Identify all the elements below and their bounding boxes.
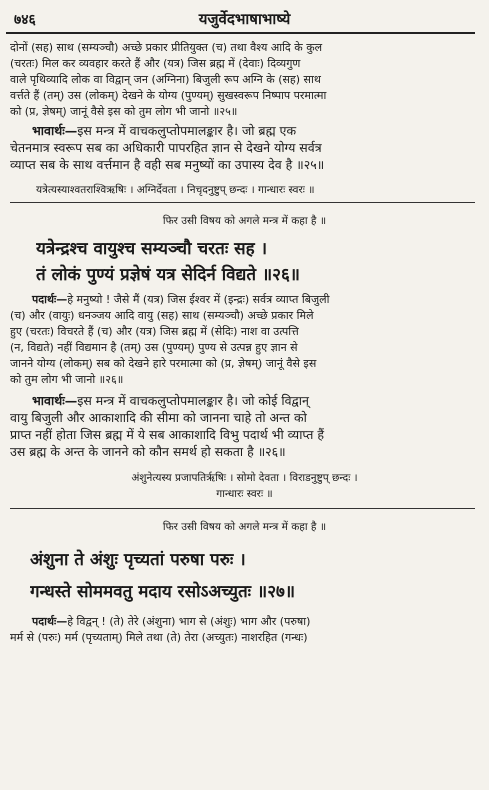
- text-line: (चरतः) मिल कर व्यवहार करते हैं और (यत्र) जिस ब्रह्म में (देवाः) दिव्यगुण: [10, 57, 301, 70]
- commentary-continued: [10, 40, 479, 120]
- mantra-verse-27: [30, 544, 479, 608]
- text-line: को (प्र, ज्ञेषम्) जानूं वैसे इस को तुम लोग भी जानो ॥२५॥: [10, 105, 238, 118]
- bhavartha-line: चेतनमात्र स्वरूप सब का अधिकारी पापरहित ज्ञान से देखने योग्य सर्वत्र: [10, 140, 322, 155]
- verse-line: तं लोकं पुण्यं प्रज्ञेषं यत्र सेदिर्न विद्यते ॥२६॥: [36, 265, 300, 285]
- bhavartha-line: भावार्थः—इस मन्त्र में वाचकलुप्तोपमालङ्कार है। जो कोई विद्वान्: [32, 393, 309, 408]
- padartha-line: पदार्थः—हे विद्वन् ! (ते) तेरे (अंशुना) भाग से (अंशुः) भाग और (परुषा): [32, 615, 311, 628]
- text-line: वाले पृथिव्यादि लोक वा विद्वान् जन (अग्निना) बिजुली रूप अग्नि के (सह) साथ: [10, 73, 321, 86]
- bhavartha-26: [10, 392, 479, 460]
- padartha-line: को तुम लोग भी जानो ॥२६॥: [10, 373, 124, 386]
- section-intro: फिर उसी विषय को अगले मन्त्र में कहा है ॥: [162, 521, 327, 533]
- bhavartha-line: वायु बिजुली और आकाशादि की सीमा को जानना चाहे तो अन्त को: [10, 410, 307, 425]
- page-header: [0, 4, 489, 34]
- text-line: वर्त्तते हैं (तम्) उस (लोकम्) देखने के योग्य (पुण्यम्) सुखस्वरूप निष्पाप परमात्मा: [10, 89, 327, 102]
- bhavartha-line: प्राप्त नहीं होता जिस ब्रह्म में ये सब आकाशादि विभु पदार्थ भी व्याप्त हैं: [10, 427, 325, 442]
- mantra-verse-26: [36, 236, 479, 288]
- mantra-meta-26: यत्रेत्यस्याश्वतराश्विऋषिः । अग्निर्देवता । निचृदनुष्टुप् छन्दः । गान्धारः स्वरः ॥: [36, 184, 315, 196]
- bhavartha-line: उस ब्रह्म के अन्त के जानने को कौन समर्थ हो सकता है ॥२६॥: [10, 444, 286, 459]
- section-intro: फिर उसी विषय को अगले मन्त्र में कहा है ॥: [162, 215, 327, 227]
- bhavartha-line: व्याप्त सब के साथ वर्त्तमान है वही सब मनुष्यों का उपास्य देव है ॥२५॥: [10, 157, 325, 172]
- padartha-26: [10, 292, 479, 388]
- text-line: दोनों (सह) साथ (सम्यञ्चौ) अच्छे प्रकार प्रीतियुक्त (च) तथा वैश्य आदि के कुल: [10, 41, 323, 54]
- padartha-label: पदार्थः—: [32, 615, 68, 628]
- page-title: यजुर्वेदभाषाभाष्ये: [198, 10, 291, 28]
- header-rule: [6, 32, 475, 34]
- padartha-line: हुए (चरतः) विचरते हैं (च) और (यत्र) जिस ब्रह्म में (सेदिः) नाश वा उत्पत्ति: [10, 325, 299, 338]
- padartha-line: पदार्थः—हे मनुष्यो ! जैसे मैं (यत्र) जिस ईश्वर में (इन्द्रः) सर्वत्र व्याप्त बिजुली: [32, 293, 330, 306]
- bhavartha-line: भावार्थः—इस मन्त्र में वाचकलुप्तोपमालङ्कार है। जो ब्रह्म एक: [32, 123, 297, 138]
- padartha-label: पदार्थः—: [32, 293, 68, 306]
- padartha-27: [10, 614, 479, 646]
- bhavartha-label: भावार्थः—: [32, 393, 78, 408]
- bhavartha-label: भावार्थः—: [32, 123, 78, 138]
- meta-line: गान्धारः स्वरः ॥: [216, 488, 273, 500]
- mantra-meta-27: [10, 470, 479, 502]
- section-divider: [10, 202, 475, 203]
- padartha-line: मर्म से (परुः) मर्म (पृच्यताम्) मिले तथा (ते) तेरा (अच्युतः) नाशरहित (गन्धः): [10, 631, 308, 644]
- padartha-line: जानने योग्य (लोकम्) सब को देखने हारे परमात्मा को (प्र, ज्ञेषम्) जानूं वैसे इस: [10, 357, 317, 370]
- meta-line: अंशुनेत्यस्य प्रजापतिर्ऋषिः । सोमो देवता । विराडनुष्टुप् छन्दः ।: [131, 472, 358, 484]
- section-divider: [10, 508, 475, 509]
- verse-line: गन्धस्ते सोममवतु मदाय रसोऽअच्युतः ॥२७॥: [30, 582, 296, 602]
- verse-line: अंशुना ते अंशुः पृच्यतां परुषा परुः ।: [30, 550, 246, 570]
- padartha-line: (च) और (वायुः) धनञ्जय आदि वायु (सह) साथ (सम्यञ्चौ) अच्छे प्रकार मिले: [10, 309, 314, 322]
- page-number: ७४६: [14, 12, 36, 28]
- padartha-line: (न, विद्यते) नहीं विद्यमान है (तम्) उस (पुण्यम्) पुण्य से उत्पन्न हुए ज्ञान से: [10, 341, 298, 354]
- bhavartha-25: [10, 122, 479, 173]
- verse-line: यत्रेन्द्रश्च वायुश्च सम्यञ्चौ चरतः सह ।: [36, 239, 268, 259]
